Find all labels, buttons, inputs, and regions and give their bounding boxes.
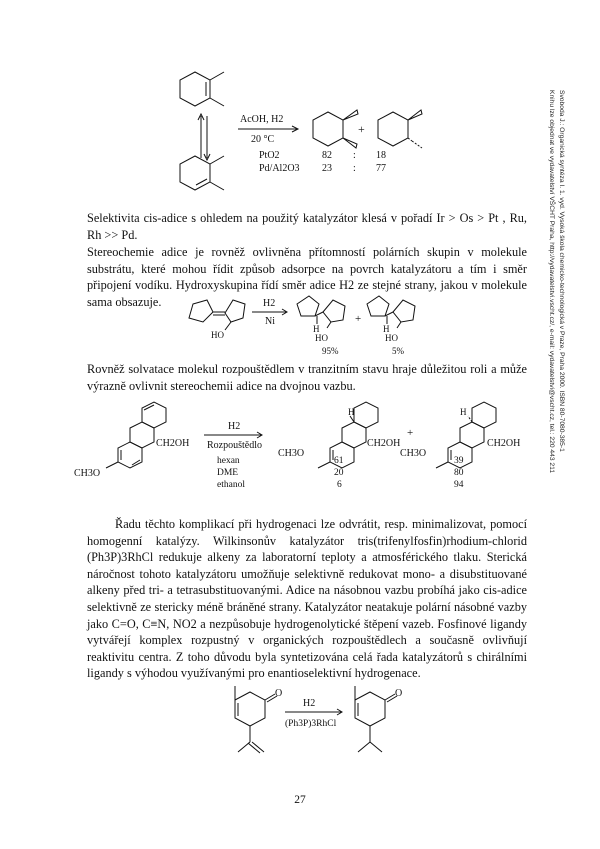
product-cis (313, 110, 358, 148)
catalyst-wilkinson: (Ph3P)3RhCl (285, 719, 337, 729)
catalyst-row-1-a: 82 (322, 150, 332, 161)
condition-2: 20 °C (251, 134, 275, 145)
reactant-isomer-bottom (180, 156, 224, 190)
reactant-tricyclic (106, 402, 166, 468)
o-label-product: O (395, 688, 403, 699)
h-label-a: H (313, 324, 320, 334)
sidebar-line-2: Knihu lze objednat ve vydavatelství VŠCHT Praha, http://vydavatelstvi.vscht.cz/, e-mail: vydavatelstvi@vscht.cz, tel.: 220 443 211 (548, 90, 556, 474)
ch2oh-b: CH2OH (487, 438, 521, 449)
solvent-label: Rozpouštědlo (207, 440, 262, 451)
product-dihydrocarvone (355, 686, 397, 752)
solvent-3: ethanol (217, 480, 245, 490)
condition-1: AcOH, H2 (240, 114, 284, 125)
product-trans (378, 110, 422, 148)
reactant-bicyclopentylidene-ol (189, 300, 245, 330)
ch3o-b: CH3O (400, 448, 427, 459)
scheme-2-hydroxy-directed (175, 290, 425, 355)
catalyst-row-1-b: 18 (376, 150, 386, 161)
solvent-2: DME (217, 468, 239, 478)
h-label-3a: H (348, 407, 355, 417)
paragraph-1: Selektivita cis-adice s ohledem na použitý katalyzátor klesá v pořadí Ir > Os > Pt , Ru, Rh >> Pd. (87, 211, 527, 242)
scheme-1-cis-adice (150, 60, 570, 195)
h-label-3b: H (460, 407, 467, 417)
reagent-h2-3: H2 (228, 421, 241, 432)
catalyst-row-1-name: PtO2 (259, 150, 280, 161)
solvent-2-b: 80 (454, 468, 464, 478)
plus-1: + (358, 122, 365, 136)
product-b (367, 296, 415, 328)
yield-a: 95% (322, 346, 339, 355)
paragraph-2: Stereochemie adice je rovněž ovlivněna přítomností polárních skupin v molekule substrátu, které mohou řídit způsob adsorpce na povrch katalyzátoru a tím i směr připojení vodíku. Hydroxyskupina řídí směr adice H2 ze stejné strany, jakou v molekule sama obsazuje. (87, 245, 527, 309)
paragraph-4: Řadu těchto komplikací při hydrogenaci lze odvrátit, resp. minimalizovat, pomocí homogenní katalýzy. Wilkinsonův katalyzátor tris(trifenylfosfin)rhodium-chlorid (Ph3P)3RhCl redukuje alkeny za laboratorní teploty a atmosférického tlaku. Sterická náročnost tohoto katalyzátoru umožňuje selektivně redukovat mono- a disubstituované alkeny před tri- a tetrasubstituovanými. Adice na násobnou vazbu probíhá jako cis-adice selektivně ze stericky méně bráněné strany. Katalyzátor neatakuje polární násobné vazby jako C=O, C≡N, NO2 a nezpůsobuje hydrogenolytické štěpení vazeb. Fosfinové ligandy vytvářejí komplex rozpustný v organických rozpouštědlech a současně ovlivňují reaktivitu centra. Z toho důvodu byla syntetizována celá řada katalyzátorů s chirálními ligandy s výhodou využívanými pro enantioselektivní hydrogenace. (87, 517, 527, 681)
equilibrium-arrows (198, 114, 210, 160)
oh-label-b: HO (385, 333, 398, 343)
oh-label-a: HO (315, 333, 328, 343)
paragraph-3: Rovněž solvatace molekul rozpouštědlem v tranzitním stavu hraje důležitou roli a může výrazně ovlivnit stereochemii adice na dvojnou vazbu. (87, 362, 527, 393)
catalyst-row-2-b: 77 (376, 163, 386, 174)
reagent-h2: H2 (263, 298, 276, 309)
solvent-1-b: 39 (454, 456, 464, 466)
catalyst-row-2-name: Pd/Al2O3 (259, 163, 300, 174)
solvent-1-a: 61 (334, 456, 344, 466)
ch2oh-a: CH2OH (367, 438, 401, 449)
catalyst-row-2-sep: : (353, 163, 356, 174)
oh-label-reactant: HO (211, 330, 224, 340)
catalyst-row-2-a: 23 (322, 163, 332, 174)
catalyst-row-1-sep: : (353, 150, 356, 161)
reactant-dimethylcyclohexene-top (180, 72, 224, 106)
ch3o-reactant: CH3O (74, 468, 101, 479)
solvent-1: hexan (217, 456, 240, 466)
plus-2: + (355, 313, 362, 325)
h-label-b: H (383, 324, 390, 334)
solvent-2-a: 20 (334, 468, 344, 478)
ch2oh-reactant: CH2OH (156, 438, 190, 449)
yield-b: 5% (392, 346, 404, 355)
o-label-reactant: O (275, 688, 283, 699)
plus-3: + (407, 427, 414, 439)
page-number: 27 (294, 794, 306, 806)
scheme-4-wilkinson (200, 676, 420, 776)
ch3o-a: CH3O (278, 448, 305, 459)
reactant-carvone (235, 686, 277, 753)
reagent-h2-4: H2 (303, 698, 316, 709)
solvent-3-b: 94 (454, 480, 464, 490)
solvent-3-a: 6 (337, 480, 342, 490)
scheme-3-solvent-effect (72, 398, 542, 498)
sidebar-line-1: Svoboda J.: Organická syntéza I. 1. vyd. Vysoká škola chemicko-technologická v Praze, Praha 2000. ISBN 80-7080-385-1 (558, 90, 565, 452)
catalyst-ni: Ni (265, 316, 275, 327)
product-a (297, 296, 345, 328)
